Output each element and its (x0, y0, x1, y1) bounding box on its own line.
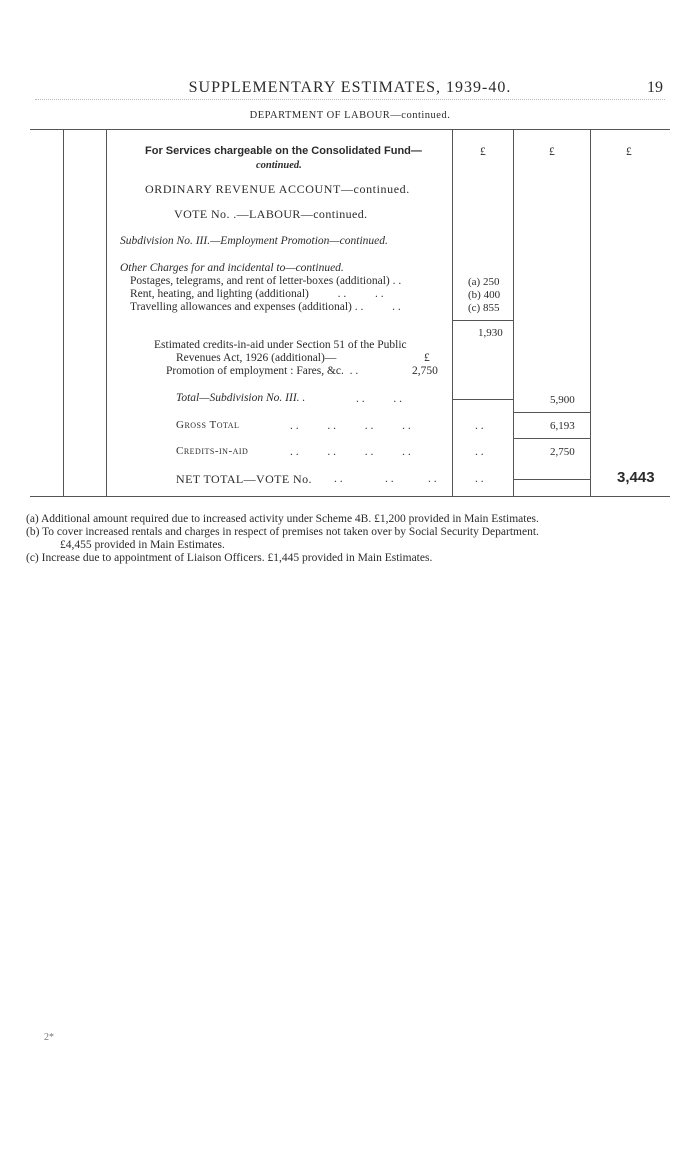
column-rule-1 (452, 129, 453, 496)
subtotal-rule (452, 320, 513, 321)
section-heading-cont: continued. (256, 160, 302, 171)
running-title: SUPPLEMENTARY ESTIMATES, 1939-40. (188, 79, 512, 96)
total-subdivision-dots: . . . . (356, 393, 402, 405)
credits-in-aid-label: Credits-in-aid (176, 445, 249, 457)
credits-description-1: Estimated credits-in-aid under Section 51 of the Public (154, 339, 407, 351)
credits-in-aid-value: 2,750 (550, 446, 575, 458)
item-amount-rent: (b) 400 (468, 289, 501, 301)
section-heading: For Services chargeable on the Consolidated Fund— (145, 145, 422, 157)
other-charges-heading: Other Charges for and incidental to—continued. (120, 262, 344, 274)
net-total-label: NET TOTAL—VOTE No. (176, 472, 312, 486)
col2-rule-a (513, 412, 590, 413)
credits-in-aid-dots: . . . . . . . . (290, 446, 411, 458)
table-top-rule (30, 129, 670, 130)
footnote-c: (c) Increase due to appointment of Liaison Officers. £1,445 provided in Main Estimates. (26, 552, 433, 564)
subdivision-heading: Subdivision No. III.—Employment Promotion—continued. (120, 235, 388, 247)
item-label-rent: Rent, heating, and lighting (additional) . . . . (130, 288, 384, 300)
credits-currency: £ (424, 352, 430, 364)
net-total-rule (513, 479, 590, 480)
col2-rule-b (513, 438, 590, 439)
page-number: 19 (647, 79, 663, 96)
column-rule-2 (513, 129, 514, 496)
gross-total-col1-dots: . . (475, 420, 484, 432)
net-total-col1-dots: . . (475, 473, 484, 485)
credits-amount: 2,750 (412, 365, 438, 377)
account-heading: ORDINARY REVENUE ACCOUNT—continued. (145, 182, 410, 196)
footnote-b: (b) To cover increased rentals and charges in respect of premises not taken over by Social Security Department. (26, 526, 539, 538)
items-subtotal: 1,930 (478, 327, 503, 339)
total-subdivision-value: 5,900 (550, 394, 575, 406)
item-amount-travelling: (c) 855 (468, 302, 500, 314)
credits-description-2: Revenues Act, 1926 (additional)— (176, 352, 337, 364)
column-rule-stub (106, 129, 107, 496)
footnote-b-cont: £4,455 provided in Main Estimates. (60, 539, 225, 551)
item-label-postages: Postages, telegrams, and rent of letter-boxes (additional) . . (130, 275, 402, 287)
gross-total-label: Gross Total (176, 419, 240, 431)
net-total-dots-short: . . (334, 473, 343, 485)
department-title: DEPARTMENT OF LABOUR—continued. (249, 110, 451, 121)
currency-header-col1: £ (480, 146, 486, 158)
net-total-dots: . . (385, 473, 394, 485)
total-subdivision-rule (452, 399, 513, 400)
gross-total-value: 6,193 (550, 420, 575, 432)
signature-mark: 2* (44, 1032, 54, 1043)
net-total-dots-2: . . (428, 473, 437, 485)
column-rule-3 (590, 129, 591, 496)
credits-description-3: Promotion of employment : Fares, &c. . . (166, 365, 359, 377)
gross-total-dots: . . . . . . . . (290, 420, 411, 432)
currency-header-col3: £ (626, 146, 632, 158)
header-divider (35, 99, 665, 100)
item-label-travelling: Travelling allowances and expenses (additional) . . . . (130, 301, 401, 313)
footnote-a: (a) Additional amount required due to increased activity under Scheme 4B. £1,200 provided in Main Estimates. (26, 513, 539, 525)
total-subdivision-label: Total—Subdivision No. III. . (176, 392, 306, 404)
currency-header-col2: £ (549, 146, 555, 158)
credits-in-aid-col1-dots: . . (475, 446, 484, 458)
item-amount-postages: (a) 250 (468, 276, 500, 288)
table-bottom-rule (30, 496, 670, 497)
column-rule-left (63, 129, 64, 496)
vote-heading: VOTE No. .—LABOUR—continued. (174, 207, 368, 221)
net-total-value: 3,443 (617, 469, 655, 486)
